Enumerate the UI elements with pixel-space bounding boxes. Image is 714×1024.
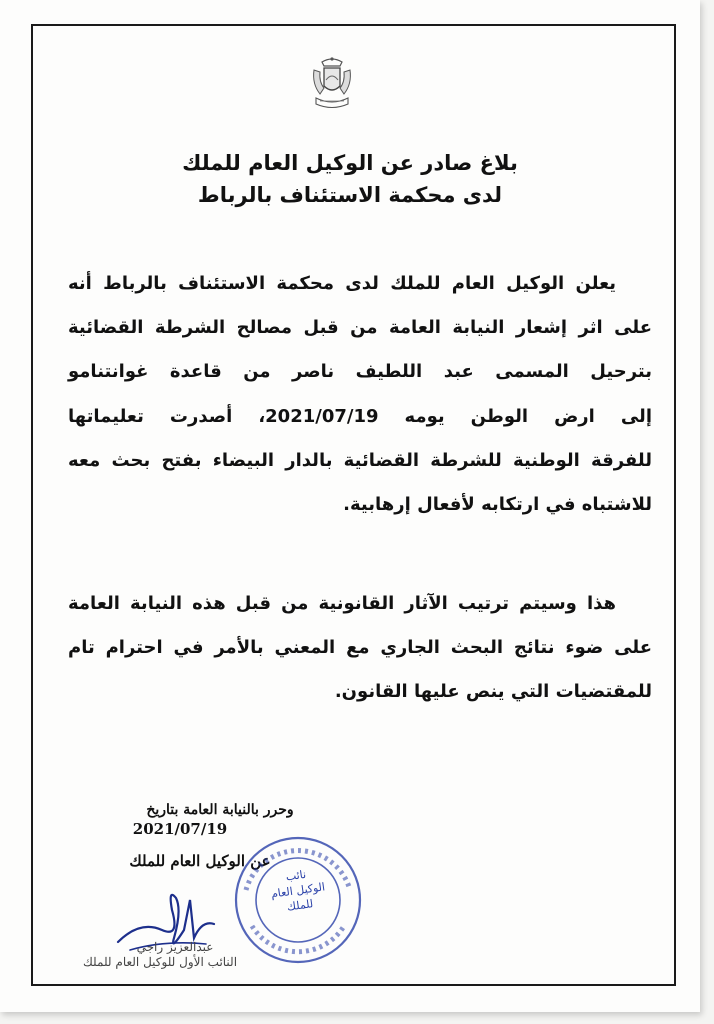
paragraph-line: إلى ارض الوطن يومه 2021/07/19، أصدرت تعليماتها (68, 405, 652, 427)
paragraph-line: بترحيل المسمى عبد اللطيف ناصر من قاعدة غوانتنامو (68, 361, 652, 383)
paragraph-line: على ضوء نتائج البحث الجاري مع المعني بالأمر في احترام تام (68, 637, 652, 659)
notice-subtitle: لدى محكمة الاستئناف بالرباط (197, 183, 503, 207)
body-paragraph-1 (68, 262, 652, 527)
written-at-label: وحرر بالنيابة العامة بتاريخ (146, 802, 294, 818)
paragraph-line: على اثر إشعار النيابة العامة من قبل مصالح الشرطة القضائية (68, 317, 652, 339)
stamp-text: نائب الوكيل العام للملك (270, 867, 326, 914)
issue-date: 2021/07/19 (132, 820, 228, 838)
notice-title: بلاغ صادر عن الوكيل العام للملك (182, 151, 518, 175)
on-behalf-label: عن الوكيل العام للملك (129, 852, 271, 870)
signer-name: عبدالعزيز راجي (136, 940, 214, 954)
paragraph-line: للمقتضيات التي ينص عليها القانون. (334, 681, 652, 703)
paragraph-line: يعلن الوكيل العام للملك لدى محكمة الاستئناف بالرباط أنه (68, 273, 616, 294)
paragraph-line: للفرقة الوطنية للشرطة القضائية بالدار البيضاء بفتح بحث معه (68, 449, 652, 471)
paragraph-line: للاشتباه في ارتكابه لأفعال إرهابية. (343, 494, 652, 516)
paragraph-line: هذا وسيتم ترتيب الآثار القانونية من قبل هذه النيابة العامة (68, 593, 616, 614)
signer-title: النائب الأول للوكيل العام للملك (82, 955, 238, 969)
body-paragraph-2 (68, 582, 652, 715)
moroccan-coat-of-arms-emblem (308, 54, 356, 114)
